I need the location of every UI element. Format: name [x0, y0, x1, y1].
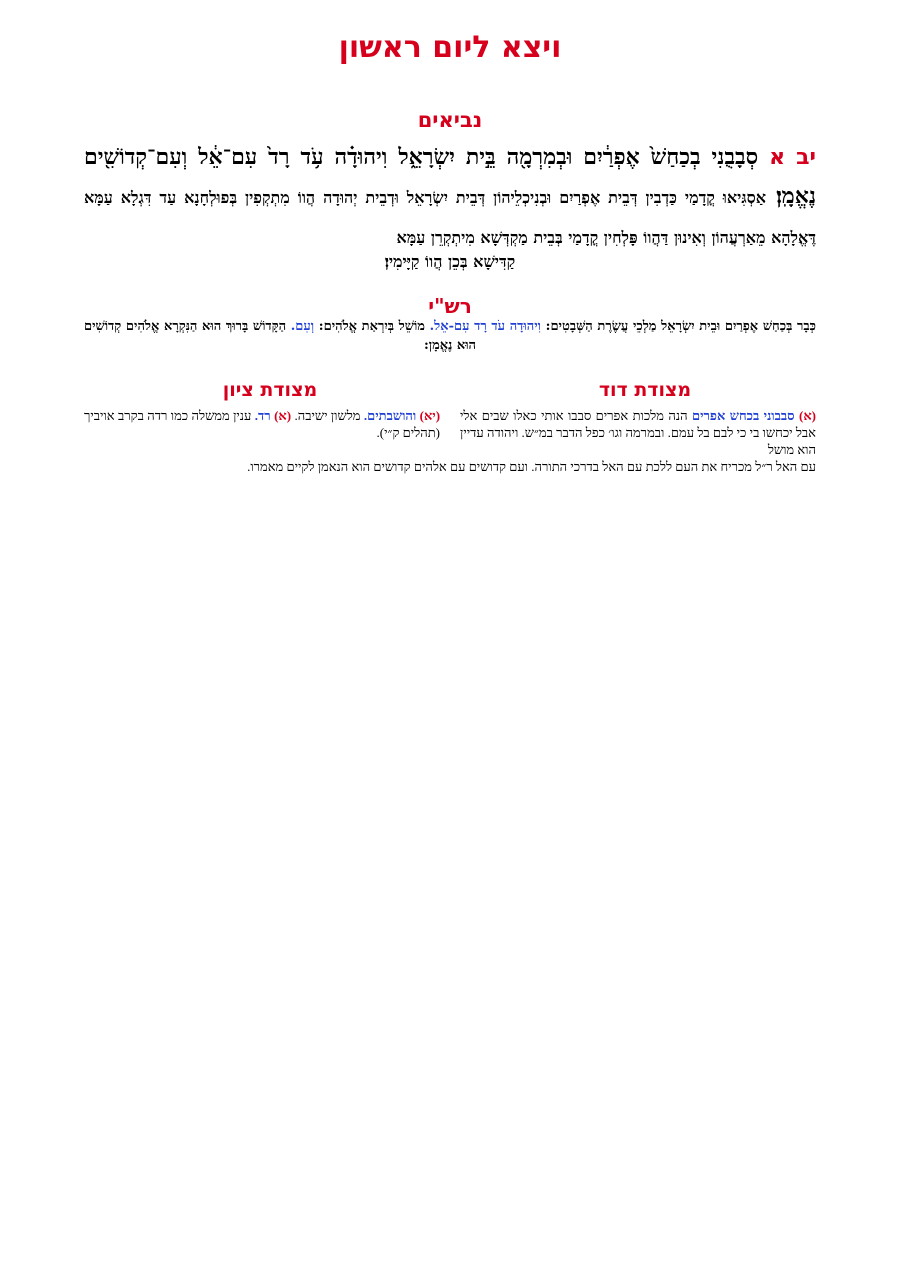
rashi-heading: רש"י: [428, 294, 472, 318]
rashi-text-3: הַקָּדוֹשׁ בָּרוּךְ הוּא הַנִּקְרָא אֱלֹהִים קְדוֹשִׁים הוּא נֶאֱמָן:: [84, 319, 477, 353]
verse-text: סְבָבֻנִי בְכַחַשׁ֙ אֶפְרַ֔יִם וּבְמִרְמָ֖ה בֵּ֣ית יִשְׂרָאֵ֑ל וִיהוּדָ֗ה עֹ֥ד רָד֙ עִם־אֵ֔ל וְעִם־קְדוֹשִׁ֖ים נֶאֱמָֽן׃: [84, 144, 816, 209]
metzudat-zion-heading: מצודת ציון: [222, 379, 318, 401]
metzudat-david-heading: מצודת דוד: [598, 379, 692, 401]
mz-dibbur-2: רד.: [254, 408, 271, 423]
verse-block: [84, 138, 816, 257]
md-ref: (א): [798, 408, 816, 423]
targum-text: אַסְגִּיאוּ קֳדָמַי כַּדְבִין דְּבֵית אֶפְרַיִם וּבְנִיכְלֵיהוֹן דְּבֵית יִשְׂרָאֵל וּדְבֵית יְהוּדָה הֲווֹ מִתְקְפִין בְּפוּלְחָנָא עַד דִּגְלָא עַמָּא דֶּאֱלָהָא מֵאַרְעֲהוֹן וְאִינוּן דַּהֲווֹ פָּלְחִין קֳדָמַי בְּבֵית מַקְדְּשָׁא מִיתְקְרֵן עַמָּא: [84, 188, 816, 247]
mz-ref-1: (יא): [419, 408, 441, 423]
rashi-dibbur-2: וְעִם.: [290, 319, 315, 334]
mz-ref-2: (א): [274, 408, 292, 423]
rashi-commentary: [84, 317, 816, 355]
targum-end: קַדִּישָׁא בְּכֵן הֲווֹ קַיָּימִין׃: [384, 252, 516, 271]
metzudat-david-continuation: עם האל ר״ל מכריח את העם ללכת עם האל בדרכי התורה. ועם קדושים עם אלהים קדושים הוא הנאמן לקיים מאמרו.: [247, 459, 816, 474]
rashi-dibbur-1: וִיהוּדָה עֹד רָד עִם-אֵל.: [429, 319, 541, 334]
md-body: הנה מלכות אפרים סבבו אותי כאלו שבים אלי אבל יכחשו בי כי לבם בל עמם. ובמרמה וגו׳ כפל הדבר במ״ש. ויהודה עדיין הוא מושל: [460, 408, 816, 457]
mz-body-1: מלשון ישיבה.: [294, 408, 361, 423]
verse-ref: יב א: [769, 145, 816, 170]
mz-body-2: ענין ממשלה כמו רדה בקרב אויביך (תהלים ק״י).: [84, 408, 440, 440]
neviim-heading: נביאים: [417, 108, 483, 132]
rashi-text-1: כְּבָר בְּכַחַשׁ אֶפְרַיִם וּבֵית יִשְׂרָאֵל מַלְכֵי עֲשֶׂרֶת הַשְּׁבָטִים:: [545, 319, 816, 334]
rashi-text-2: מוֹשֵׁל בְּיִרְאַת אֱלֹהִים:: [318, 319, 425, 334]
metzudat-zion-text: [84, 407, 440, 441]
mz-dibbur-1: והושבתים.: [363, 408, 417, 423]
page-title: ויצא ליום ראשון: [338, 30, 562, 65]
metzudat-david-text: [460, 407, 816, 458]
md-dibbur: סבבוני בכחש אפרים: [692, 408, 795, 423]
